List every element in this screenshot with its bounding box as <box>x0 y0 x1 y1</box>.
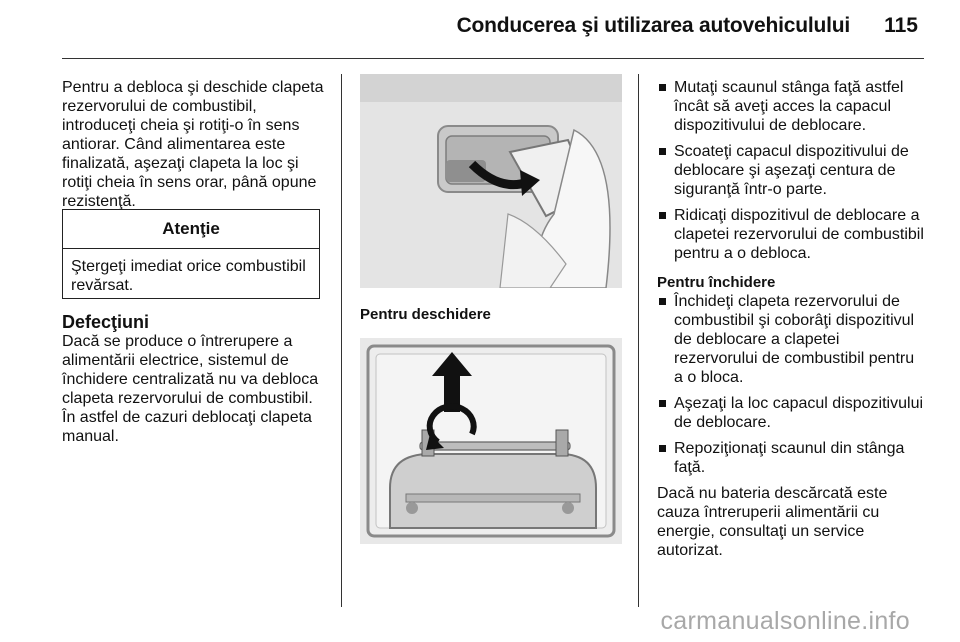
list-item: Mutaţi scaunul stânga faţă astfel încât să aveţi acces la capacul dispozitivului de deblocare. <box>657 78 925 135</box>
closing-paragraph: Dacă nu bateria descărcată este cauza întreruperii alimentării cu energie, consultaţi un service autorizat. <box>657 485 888 559</box>
list-item: Repoziţionaţi scaunul din stânga faţă. <box>657 439 925 477</box>
intro-paragraph: Pentru a debloca şi deschide clapeta rezervorului de combustibil, introduceţi cheia şi rotiţi-o în sens antiorar. Când alimentarea este finalizată, aşezaţi clapeta la loc şi rotiţi cheia în sens orar, până opune rezistenţă. <box>62 79 324 210</box>
watermark: carmanualsonline.info <box>660 607 910 635</box>
warning-title: Atenţie <box>63 210 319 249</box>
list-item: Scoateţi capacul dispozitivului de deblocare şi aşezaţi centura de siguranţă într-o parte. <box>657 142 925 199</box>
list-item: Ridicaţi dispozitivul de deblocare a clapetei rezervorului de combustibil pentru a o debloca. <box>657 206 925 263</box>
list-item: Aşezaţi la loc capacul dispozitivului de deblocare. <box>657 394 925 432</box>
header-title: Conducerea şi utilizarea autovehiculului <box>456 14 850 37</box>
closing-subheading: Pentru închidere <box>657 274 776 291</box>
instructions-column <box>657 78 925 560</box>
fuel-flap-illustration <box>360 74 622 288</box>
warning-box <box>62 209 320 299</box>
column-divider <box>638 74 639 607</box>
release-device-illustration <box>360 338 622 544</box>
section-title: Defecţiuni <box>62 312 150 332</box>
release-lever-illustration <box>360 338 622 544</box>
header-rule <box>62 58 924 59</box>
warning-text: Ştergeţi imediat orice combustibil revărsat. <box>71 258 306 294</box>
page-number: 115 <box>884 14 918 37</box>
figure-caption: Pentru deschidere <box>360 306 491 323</box>
list-item: Închideţi clapeta rezervorului de combustibil şi coborâţi dispozitivul de deblocare a clapetei rezervorului de combustibil pentru a o bloca. <box>657 292 925 387</box>
column-divider <box>341 74 342 607</box>
hand-opening-cover-illustration <box>360 74 622 288</box>
section-paragraph: Dacă se produce o întrerupere a alimentării electrice, sistemul de închidere centralizată nu va debloca clapeta rezervorului de combustibil. În astfel de cazuri deblocaţi clapeta manual. <box>62 333 319 445</box>
